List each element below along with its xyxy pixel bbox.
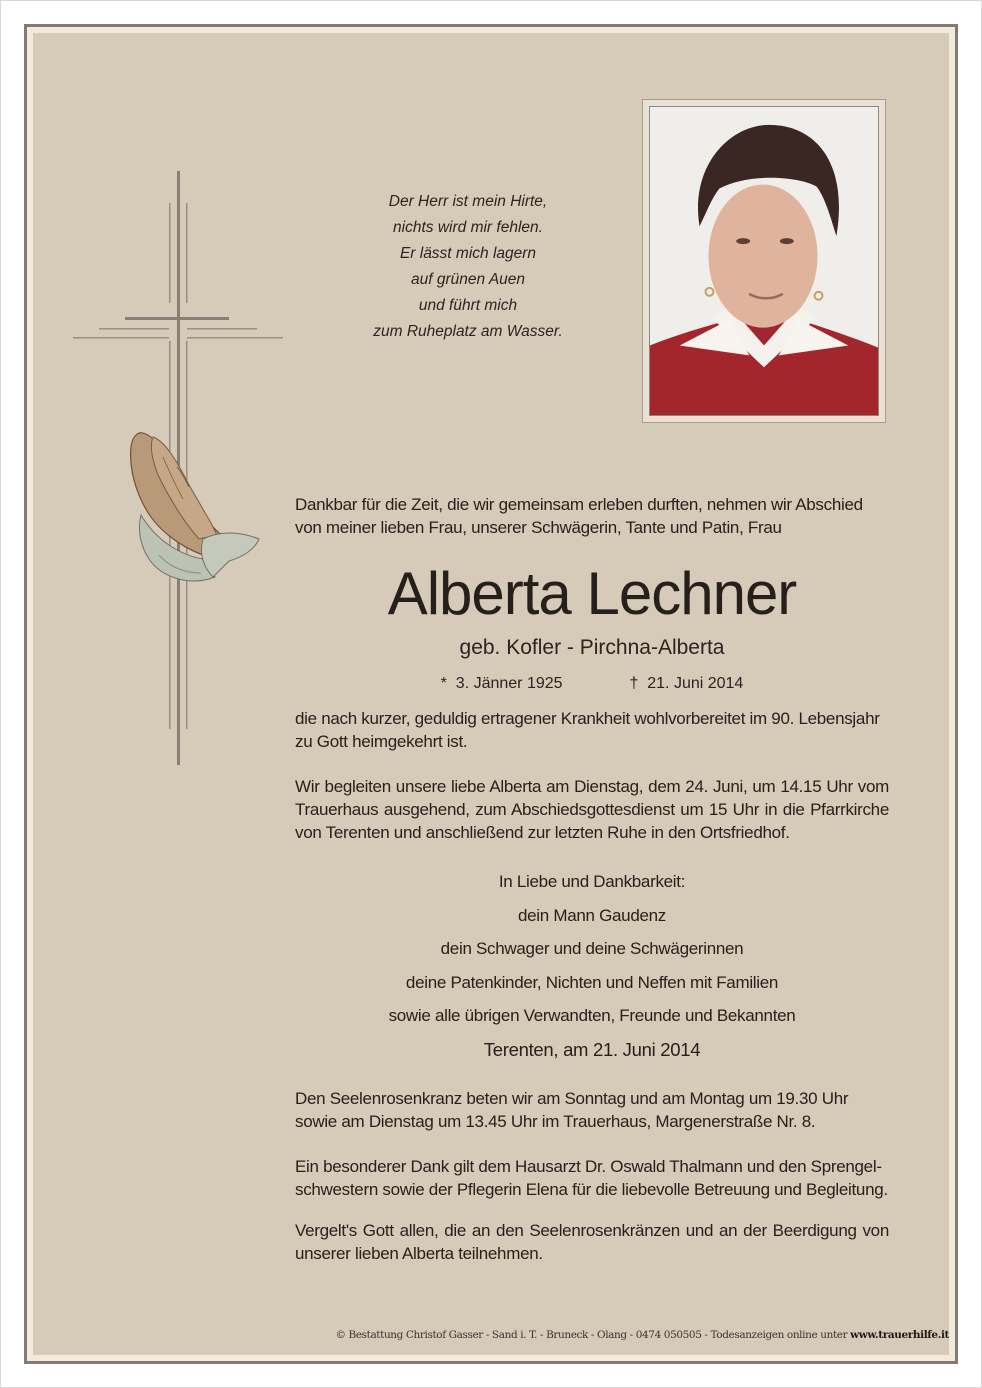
birth-date	[441, 673, 563, 695]
footer-text: © Bestattung Christof Gasser - Sand i. T. - Bruneck - Olang - 0474 050505 - Todesanzeigen online unter	[335, 1329, 851, 1341]
funeral-text: Wir begleiten unsere liebe Alberta am Dienstag, dem 24. Juni, um 14.15 Uhr vom Trauerhaus ausgehend, zum Abschiedsgottesdienst um 15 Uhr in die Pfarrkirche von Terenten und anschließend zur letzten Ruhe in den Ortsfriedhof.	[295, 777, 889, 842]
portrait-photo	[649, 106, 879, 416]
intro-text	[295, 493, 889, 539]
rosary-text: Den Seelenrosenkranz beten wir am Sonntag und am Montag um 19.30 Uhr sowie am Dienstag um 13.45 Uhr im Trauerhaus, Margenerstraße Nr. 8.	[295, 1089, 849, 1131]
psalm-line: Er lässt mich lagern	[399, 245, 537, 262]
psalm-line: auf grünen Auen	[410, 271, 526, 288]
vergelts-text: Vergelt's Gott allen, die an den Seelenrosenkränzen und an der Beerdigung von unserer lieben Alberta teilnehmen.	[295, 1221, 889, 1263]
mourners-heading: In Liebe und Dankbarkeit:	[498, 872, 686, 891]
place-date: Terenten, am 21. Juni 2014	[483, 1038, 701, 1060]
death-date	[629, 673, 743, 695]
mourner-line: deine Patenkinder, Nichten und Neffen mit Familien	[405, 972, 779, 992]
portrait-illustration	[650, 107, 878, 415]
card-panel	[33, 33, 949, 1355]
thanks-text: Ein besonderer Dank gilt dem Hausarzt Dr. Oswald Thalmann und den Sprengel-schwestern sowie der Pflegerin Elena für die liebevolle Betreuung und Begleitung.	[295, 1157, 888, 1199]
intro-line: Dankbar für die Zeit, die wir gemeinsam erleben durften, nehmen wir Abschied	[295, 495, 863, 514]
deceased-name: Alberta Lechner	[387, 560, 797, 627]
intro-line: von meiner lieben Frau, unserer Schwägerin, Tante und Patin, Frau	[295, 518, 782, 537]
psalm-line: Der Herr ist mein Hirte,	[388, 193, 548, 210]
mourner-line: dein Mann Gaudenz	[517, 905, 666, 925]
maiden-name: geb. Kofler - Pirchna-Alberta	[459, 636, 725, 659]
praying-hands-icon	[119, 427, 269, 617]
psalm-line: nichts wird mir fehlen.	[393, 219, 543, 236]
obituary-card	[24, 24, 958, 1364]
mourner-line: dein Schwager und deine Schwägerinnen	[440, 939, 744, 958]
mourners-list	[295, 865, 889, 1066]
psalm-line: und führt mich	[418, 297, 518, 314]
death-date-text: 21. Juni 2014	[647, 675, 744, 692]
psalm-line: zum Ruheplatz am Wasser.	[373, 323, 563, 340]
passing-text: die nach kurzer, geduldig ertragener Krankheit wohlvorbereitet im 90. Lebensjahr zu Gott heimgekehrt ist.	[295, 709, 880, 751]
death-cross-icon: †	[629, 675, 639, 692]
birth-date-text: 3. Jänner 1925	[455, 675, 563, 692]
life-dates	[295, 673, 889, 695]
psalm-quote	[343, 189, 593, 345]
birth-star-icon: *	[440, 675, 447, 692]
mourner-line: sowie alle übrigen Verwandten, Freunde und Bekannten	[388, 1006, 796, 1025]
footer-link[interactable]: www.trauerhilfe.it	[850, 1329, 949, 1341]
portrait-frame	[642, 99, 886, 423]
footer	[233, 1329, 949, 1341]
